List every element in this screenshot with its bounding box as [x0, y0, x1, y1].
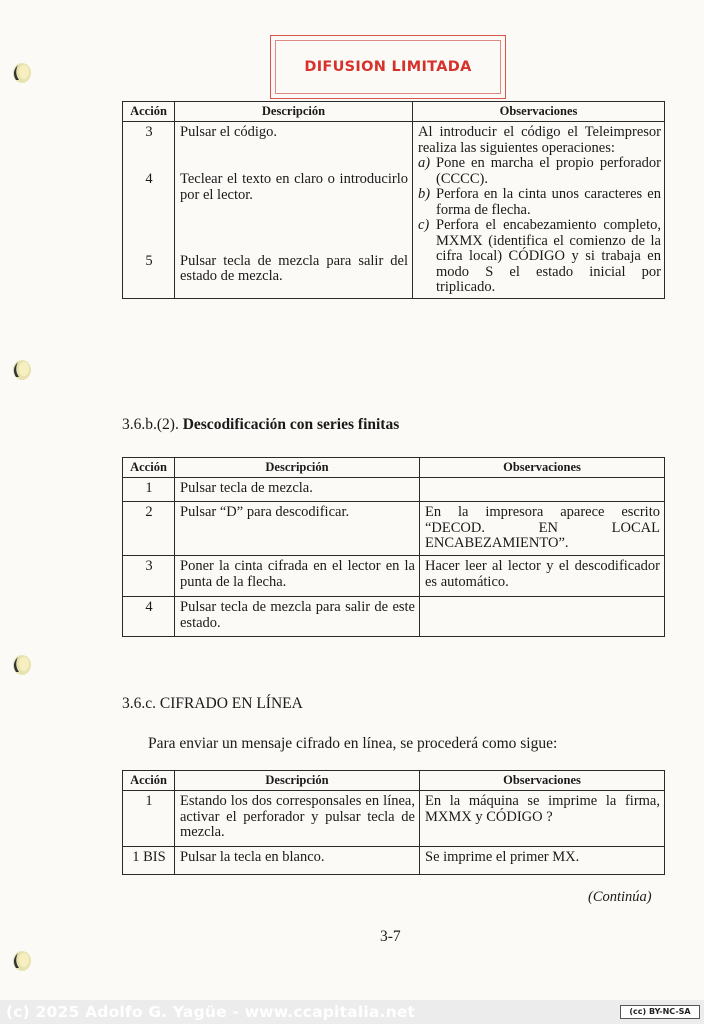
- action-description: Pulsar tecla de mezcla.: [175, 478, 420, 502]
- intro-paragraph: Para enviar un mensaje cifrado en línea, se procederá como sigue:: [148, 735, 558, 752]
- action-observations: [413, 122, 665, 299]
- stamp-text: DIFUSION LIMITADA: [304, 59, 472, 75]
- action-description: Estando los dos corresponsales en línea, activar el perforador y pulsar tecla de mezcla.: [175, 791, 420, 847]
- action-observations: [420, 597, 665, 637]
- action-observations: En la máquina se imprime la firma, MXMX y CÓDIGO ?: [420, 791, 665, 847]
- binder-hole-icon: [8, 60, 34, 86]
- column-header-accion: Acción: [123, 771, 175, 791]
- table-row: [123, 478, 665, 502]
- column-header-descripcion: Descripción: [175, 771, 420, 791]
- column-header-observaciones: Observaciones: [420, 458, 665, 478]
- action-number: 1: [123, 791, 175, 847]
- table-header-row: [123, 458, 665, 478]
- list-item: c) Perfora el encabezamiento completo, MXMX (identifica el comienzo de la cifra local) CÓDIGO y si trabaja en modo S el estado inicial por triplicado.: [418, 217, 661, 295]
- observation-list: [418, 156, 661, 296]
- action-number: 4: [123, 169, 175, 250]
- copyright-footer: (c) 2025 Adolfo G. Yagüe - www.ccapitalia.net: [0, 1000, 704, 1024]
- action-number: 2: [123, 502, 175, 556]
- action-description: Teclear el texto en claro o introducirlo por el lector.: [175, 169, 413, 250]
- list-item: b) Perfora en la cinta unos caracteres en forma de flecha.: [418, 186, 661, 218]
- action-number: 1: [123, 478, 175, 502]
- binder-hole-icon: [8, 357, 34, 383]
- action-number: 4: [123, 597, 175, 637]
- action-description: Poner la cinta cifrada en el lector en la punta de la flecha.: [175, 556, 420, 597]
- section-heading: [122, 416, 399, 434]
- action-observations: En la impresora aparece escrito “DECOD. EN LOCAL ENCABEZAMIENTO”.: [420, 502, 665, 556]
- action-description: Pulsar tecla de mezcla para salir del estado de mezcla.: [175, 251, 413, 299]
- action-observations: Hacer leer al lector y el descodificador es automático.: [420, 556, 665, 597]
- table-header-row: [123, 102, 665, 122]
- column-header-observaciones: Observaciones: [413, 102, 665, 122]
- table-row: [123, 791, 665, 847]
- table-row: [123, 122, 665, 170]
- column-header-descripcion: Descripción: [175, 102, 413, 122]
- action-description: Pulsar la tecla en blanco.: [175, 847, 420, 875]
- list-item: a) Pone en marcha el propio perforador (CCCC).: [418, 155, 661, 187]
- action-description: Pulsar el código.: [175, 122, 413, 170]
- action-description: Pulsar tecla de mezcla para salir de este estado.: [175, 597, 420, 637]
- restricted-stamp: [270, 35, 506, 99]
- column-header-accion: Acción: [123, 458, 175, 478]
- action-number: 3: [123, 556, 175, 597]
- continued-note: (Continúa): [588, 889, 652, 905]
- procedure-table-3: [122, 770, 665, 875]
- binder-hole-icon: [8, 948, 34, 974]
- stamp-inner-border: [275, 40, 501, 94]
- action-observations: Se imprime el primer MX.: [420, 847, 665, 875]
- action-observations: [420, 478, 665, 502]
- procedure-table-2: [122, 457, 665, 637]
- binder-hole-icon: [8, 652, 34, 678]
- observation-intro: Al introducir el código el Teleimpresor realiza las siguientes operaciones:: [418, 124, 661, 156]
- section-title: Descodificación con series finitas: [182, 416, 400, 433]
- table-row: [123, 597, 665, 637]
- page-number: 3-7: [380, 928, 401, 945]
- action-number: 1 BIS: [123, 847, 175, 875]
- procedure-table-1: [122, 101, 665, 299]
- action-number: 5: [123, 251, 175, 299]
- column-header-accion: Acción: [123, 102, 175, 122]
- action-description: Pulsar “D” para descodificar.: [175, 502, 420, 556]
- section-heading: 3.6.c. CIFRADO EN LÍNEA: [122, 695, 303, 712]
- table-row: [123, 556, 665, 597]
- section-number: 3.6.b.(2).: [122, 416, 179, 433]
- action-number: 3: [123, 122, 175, 170]
- license-badge: (cc) BY-NC-SA: [620, 1005, 700, 1019]
- column-header-descripcion: Descripción: [175, 458, 420, 478]
- column-header-observaciones: Observaciones: [420, 771, 665, 791]
- table-row: [123, 847, 665, 875]
- table-row: [123, 502, 665, 556]
- table-header-row: [123, 771, 665, 791]
